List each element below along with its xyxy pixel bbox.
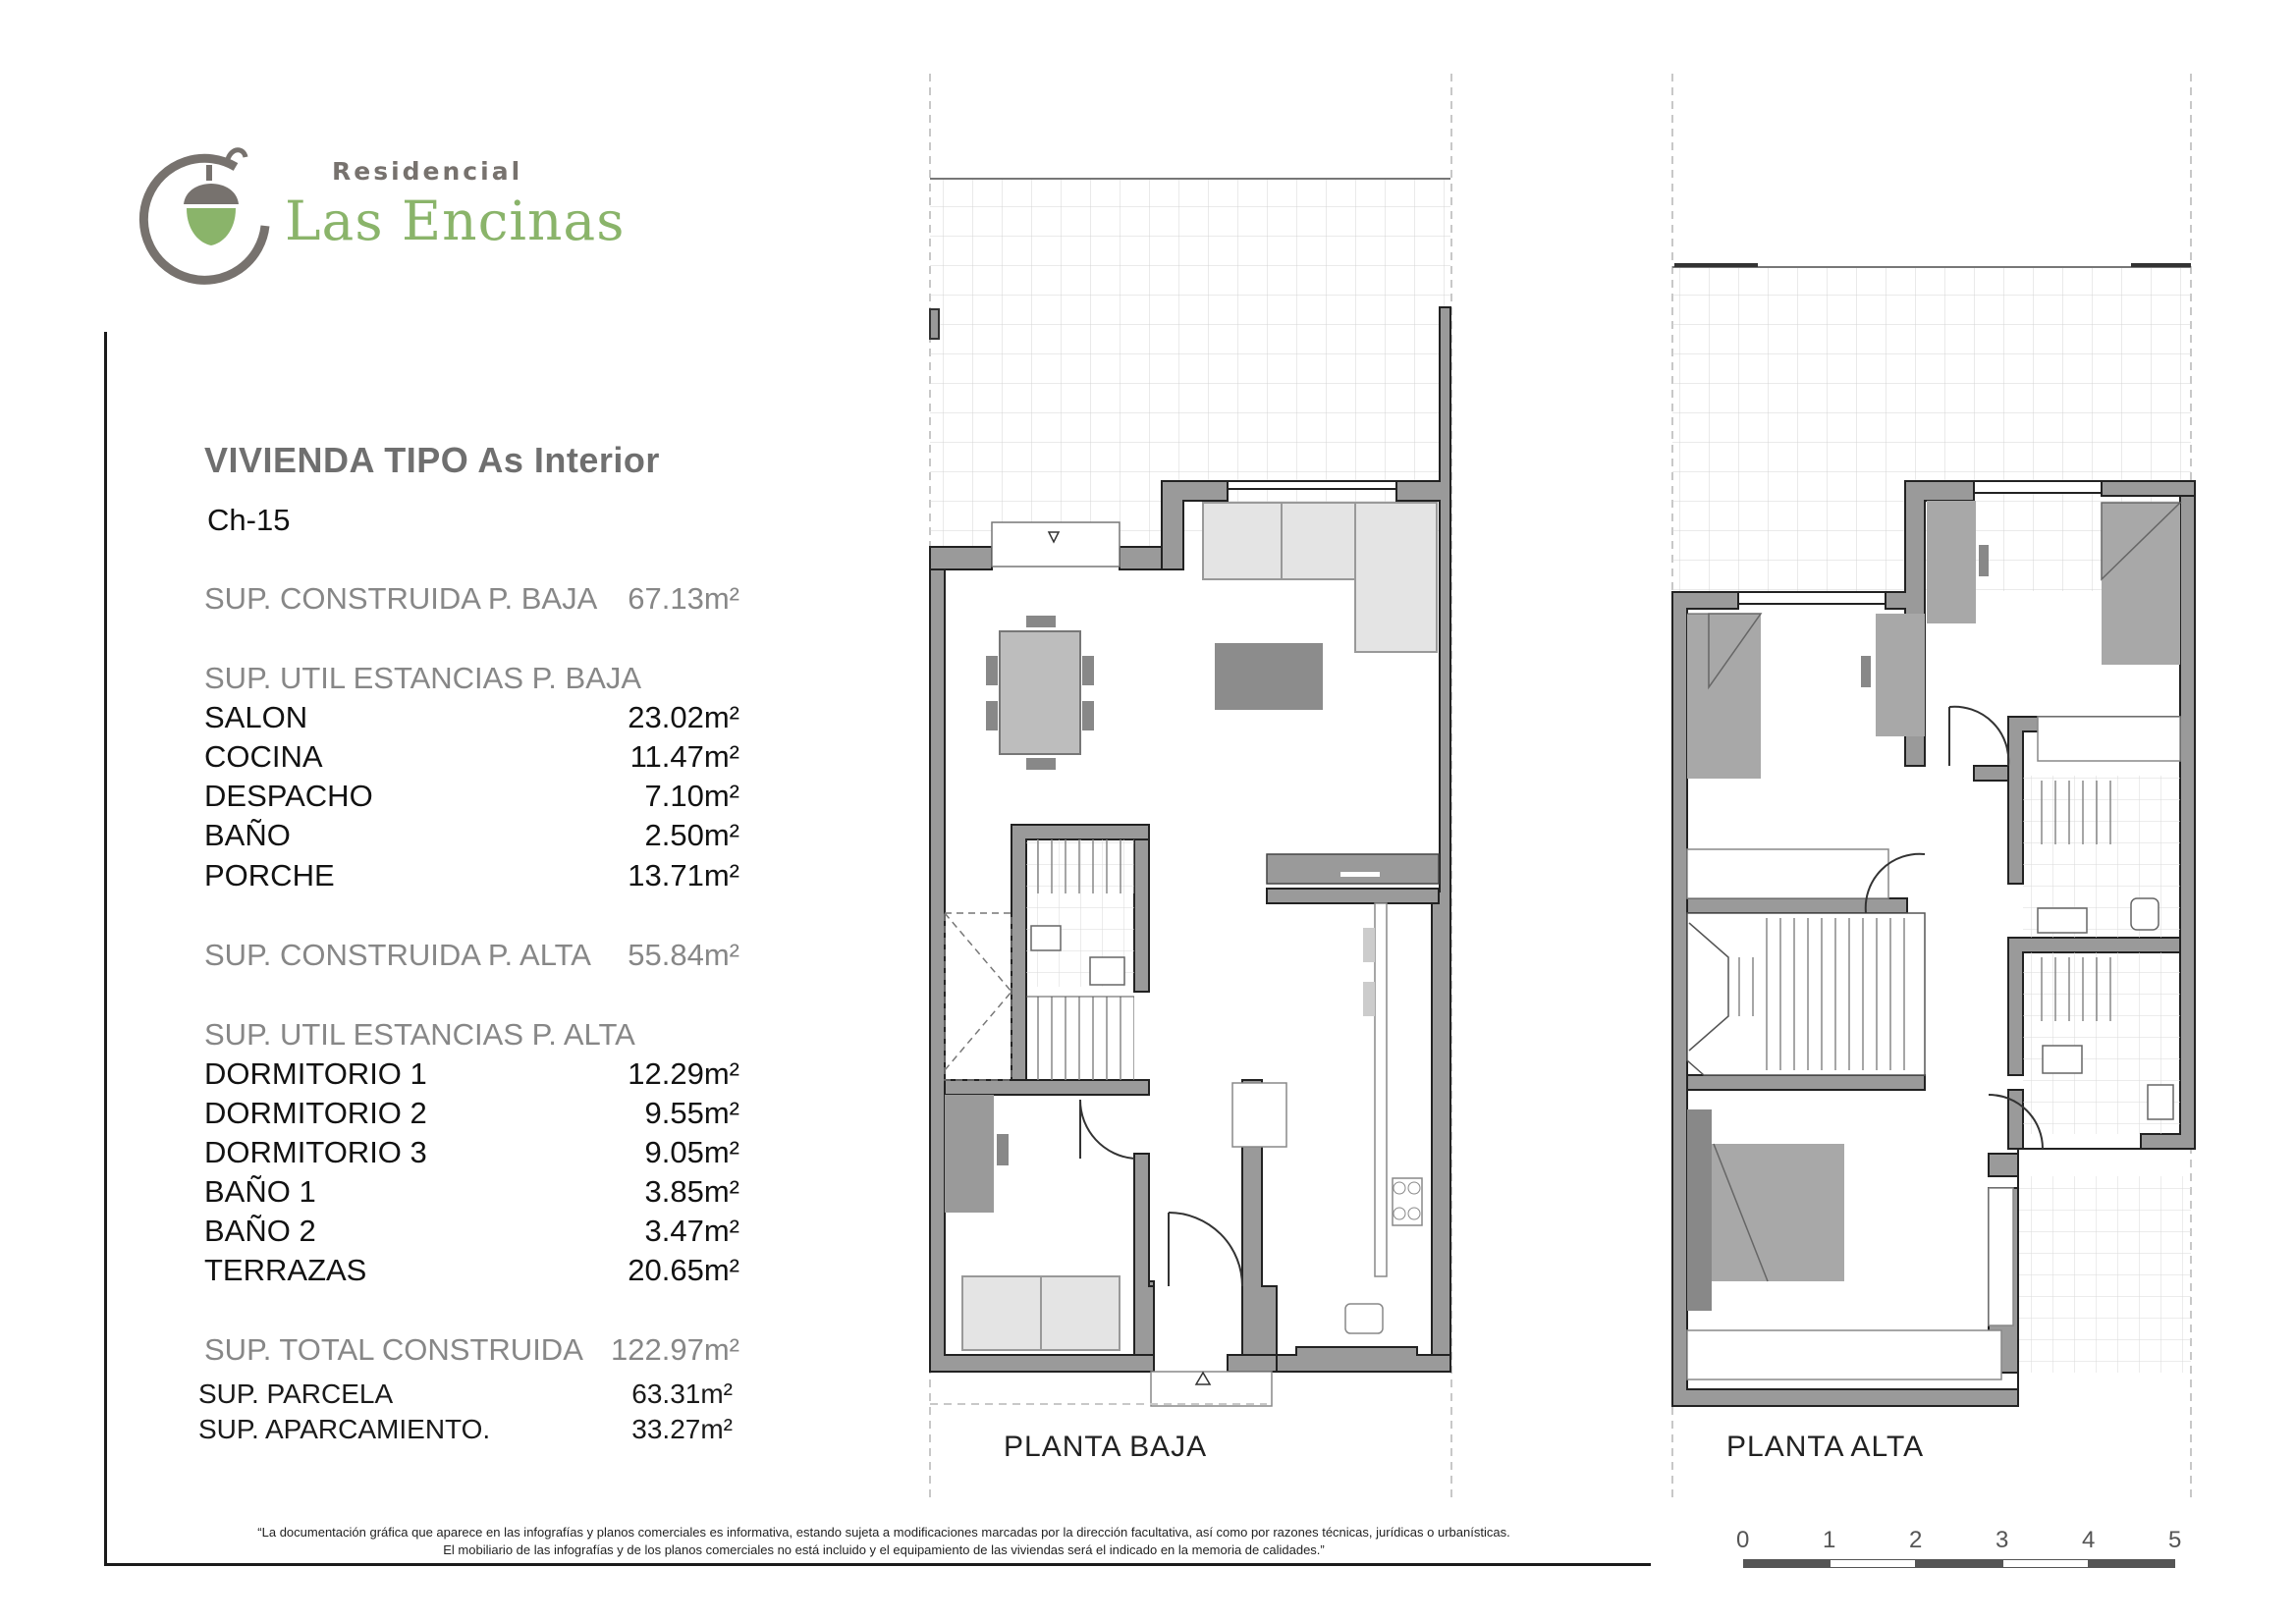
area-label: SALON: [204, 700, 308, 734]
area-value: 122.97m²: [611, 1332, 739, 1367]
area-label: COCINA: [204, 739, 323, 774]
scale-tick-label: 1: [1823, 1527, 1836, 1553]
scale-segment: [2089, 1559, 2175, 1568]
sheet-code: Ch-15: [207, 503, 291, 537]
area-label: BAÑO 1: [204, 1174, 316, 1209]
area-label: DORMITORIO 1: [204, 1056, 427, 1091]
scale-segment: [2002, 1559, 2089, 1568]
scale-tick-label: 4: [2082, 1527, 2096, 1553]
footnote-line-2: El mobiliario de las infografías y de los planos comerciales no está incluido y el equipamiento de las viviendas será el indicado en la memoria de calidades.”: [443, 1542, 1325, 1557]
brand-residencial: Residencial: [332, 157, 523, 186]
footnote-line-1: “La documentación gráfica que aparece en las infografías y planos comerciales es informativa, estando sujeta a modificaciones marcadas por la dirección facultativa, así como por razones técnicas, jurídicas o urbanísticas.: [257, 1525, 1510, 1540]
area-label: SUP. UTIL ESTANCIAS P. ALTA: [204, 1017, 635, 1052]
area-label: SUP. APARCAMIENTO.: [198, 1414, 491, 1444]
area-value: 12.29m²: [628, 1056, 739, 1091]
area-value: 9.55m²: [644, 1096, 739, 1130]
area-label: DORMITORIO 3: [204, 1135, 427, 1169]
area-label: SUP. CONSTRUIDA P. ALTA: [204, 938, 591, 972]
area-label: SUP. CONSTRUIDA P. BAJA: [204, 581, 598, 616]
area-value: 63.31m²: [631, 1379, 733, 1409]
area-label: PORCHE: [204, 858, 335, 892]
area-value: 55.84m²: [628, 938, 739, 972]
plan-label-upper: PLANTA ALTA: [1726, 1431, 1925, 1463]
area-value: 2.50m²: [644, 818, 739, 852]
area-value: 7.10m²: [644, 779, 739, 813]
plan-label-ground: PLANTA BAJA: [1004, 1431, 1208, 1463]
area-label: SUP. PARCELA: [198, 1379, 394, 1409]
area-label: SUP. TOTAL CONSTRUIDA: [204, 1332, 583, 1367]
scale-tick-label: 0: [1736, 1527, 1750, 1553]
scale-tick-label: 3: [1995, 1527, 2009, 1553]
area-value: 9.05m²: [644, 1135, 739, 1169]
area-value: 67.13m²: [628, 581, 739, 616]
area-value: 13.71m²: [628, 858, 739, 892]
scale-tick-label: 2: [1909, 1527, 1923, 1553]
plan-ground-floor: [930, 74, 1451, 1502]
plan-upper-floor: [1672, 74, 2195, 1502]
area-value: 11.47m²: [629, 739, 739, 774]
scale-tick-label: 5: [2168, 1527, 2182, 1553]
area-value: 33.27m²: [631, 1414, 733, 1444]
brand-name: Las Encinas: [285, 189, 626, 252]
area-value: 3.85m²: [644, 1174, 739, 1209]
sheet-title: VIVIENDA TIPO As Interior: [204, 440, 660, 480]
footnote: [118, 1524, 1650, 1559]
area-label: BAÑO 2: [204, 1214, 316, 1248]
area-label: DESPACHO: [204, 779, 373, 813]
area-value: 23.02m²: [628, 700, 739, 734]
scale-segment: [1916, 1559, 2002, 1568]
area-label: DORMITORIO 2: [204, 1096, 427, 1130]
area-value: 3.47m²: [644, 1214, 739, 1248]
area-value: 20.65m²: [628, 1253, 739, 1287]
scale-segment: [1743, 1559, 1830, 1568]
area-label: BAÑO: [204, 818, 291, 852]
area-label: TERRAZAS: [204, 1253, 367, 1287]
scale-segment: [1830, 1559, 1916, 1568]
area-label: SUP. UTIL ESTANCIAS P. BAJA: [204, 661, 642, 695]
